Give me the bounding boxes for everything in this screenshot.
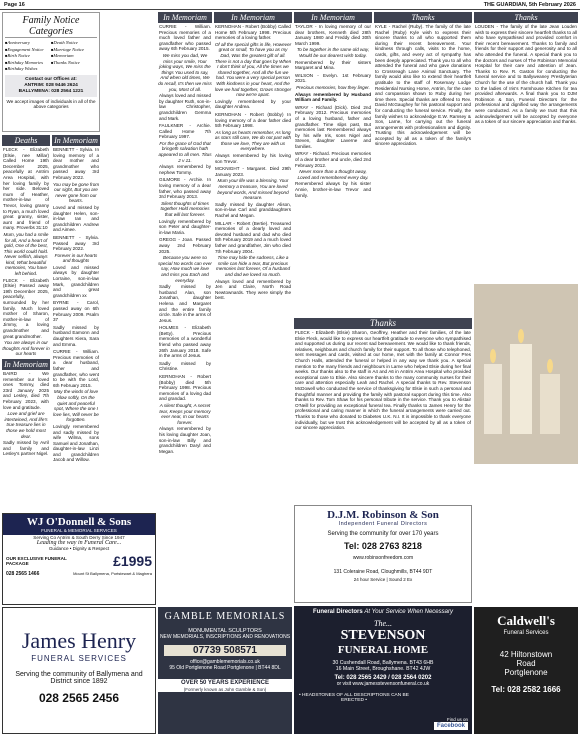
category-item: ■ Thanks Notice	[51, 60, 97, 67]
ad-email: office@gamblememorials.co.uk	[190, 659, 260, 665]
antrim-phone: 028 9446 2624	[45, 82, 78, 88]
memoriam-notice: WRAY - Richard. Precious memories of a dear brother and uncle, died 2nd February 2012.	[295, 151, 371, 168]
column-4	[214, 12, 292, 605]
memoriam-notice: Sadly missed by Christine.	[159, 360, 211, 372]
ad-address: 131 Coleraine Road, Cloughmills, BT44 9DT	[333, 569, 433, 575]
section-header-deaths: Deaths	[2, 135, 50, 146]
ad-line: NEW MEMORIALS, INSCRIPTIONS AND RENOVATIONS	[159, 634, 291, 640]
facebook-logo: Facebook	[434, 722, 468, 730]
memoriam-notice: KERNOHAN - Robert (Bobby) died 5th February 1998. Precious memories of a loving dad and grandad.	[159, 374, 211, 402]
category-item: ■ Birth Notice	[5, 53, 51, 60]
memoriam-notice: WRAY - Richard (Dick). Died 2nd February 2012. Precious memories of a loving husband, father and grandfather. Time slips past, But memories last Remembered always by his wife Iris, sons Nigel and Steven, daughter Laverne and families.	[295, 104, 371, 149]
ad-title: Caldwell's	[497, 613, 555, 628]
ad-website: or visit www.jamesstevensonfuneral.co.uk	[336, 681, 430, 687]
ad-phone: 028 2565 2456	[38, 691, 120, 705]
category-item: ■ Death Notice	[51, 40, 97, 47]
column-3	[158, 12, 212, 605]
contact-box	[5, 75, 97, 97]
ad-memorials: • HEADSTONES OF ALL DESCRIPTIONS CAN BE ERECTED •	[299, 693, 409, 703]
ad-phone: Tel: 028 2565 2429 / 028 2564 0202	[334, 675, 432, 681]
ad-phone: 028 2565 1466	[6, 571, 40, 577]
category-item: ■ Memoriam	[51, 53, 97, 60]
memoriam-notice: Sadly missed by husband Eamonn and daughters Kiera, Sara and Emma.	[53, 324, 99, 347]
ad-title: GAMBLE MEMORIALS	[164, 611, 286, 622]
column-7	[474, 12, 578, 605]
section-header-memoriam: In Memoriam	[52, 135, 100, 146]
thanks-notice: LOUDEN - The family of the late Jean Louden wish to express their sincere heartfelt thanks to all who have sympathised and provided comfort in their recent bereavement. Thanks to family and friends for their support and generosity and to all who attended the funeral. A special thank you to the doctors and nurses of The Robinson Memorial Hospital for their care and attention of Jean. Thanks to Rev. R. Gaston for conducting the funeral service and to Ballyweaney Presbyterian Church for the use of the church hall. Thank you to the ladies of Iris's Farmhouse Kitchen for tea provided afterwards. A final thank you to DJM Robinson & Son, Funeral Directors for the professional and dignified way the arrangements were conducted. As a family we trust that this acknowledgement will be accepted by everyone as a token of our sincere appreciation and thanks.	[475, 24, 577, 125]
category-item: ■ Anniversary	[5, 40, 51, 47]
memoriam-notice: HOLMES - Elizabeth (Betty). Precious memories of a wonderful friend who passed away 26th January 2018. Safe in the arms of Jesus.	[159, 325, 211, 359]
verse: Never more than a thought away, Loved and remembered every day.	[297, 169, 369, 180]
ad-title: WJ O'Donnell & Sons	[26, 516, 132, 528]
ad-line: Serving Co Antrim & South Derry Since 1947	[33, 535, 125, 540]
verse: Precious memories, how they linger.	[296, 84, 370, 90]
ad-guide: Guidance • Dignity & Respect	[48, 546, 110, 551]
section-header-thanks: Thanks	[294, 318, 472, 329]
thanks-notice: FLECK - Elizabeth (Elsie) Sharon, Geoffrey, Heather and their families, of the late Elsie Fleck, would like to express our heartfelt gratitude to everyone who sympathised and supported us during our recent sad bereavement. We would like to thank friends, relatives, neighbours and church family for their support. To all those who telephoned, sent messages and cards, visited at our home, met with the family at Connor Pres Church Halls, attended the funeral or helped in any way we thank you. A special mention to the many friends and neighbours in Larne who helped Elsie during her final weeks. Our thanks also to the staff in A4 and A6 in Antrim Area Hospital who provided exceptional care to Elsie. Also sincere thanks to the many community nurses for their care and attention especially Leah and Rachel. A special thanks to Rev. Stevenson McDowell who conducted the service of thanksgiving for Elsie in such a personal and thoughtful manner and providing the family with pastoral support during this time. Also thanks to Rev. Tom Shaw for his personal tribute in the service. Thank you to Alistair O'Neill for providing an exceptional funeral tea. Finally thanks to James Henry for the professional and caring manner in which the funeral arrangements were carried out. Thanks to those who donated to Diabetes U.K. N.I. It is impossible to thank everyone individually, but we trust this acknowledgement will be accepted by all as a token of our sincere appreciation.	[295, 330, 471, 431]
ad-line: Serving the community for over 170 years	[327, 531, 439, 537]
memoriam-notice: Sadly missed by husband Alan, son Jonathan, daughter Helena and Margaret and the entire family circle. Safe in the arms of Jesus.	[159, 284, 211, 323]
ballymena-phone: 028 2564 1221	[51, 88, 84, 94]
memoriam-notice: TAYLOR - In loving memory of our dear brothers, Kenneth died 28th January 1980 and Freddy died 30th March 1999.	[295, 24, 371, 46]
verse: Silent thoughts of times together Hold memories that will last forever.	[160, 200, 210, 217]
verse: Mum your life was a blessing, Your memory a treasure, You are loved beyond words, And missed beyond measure.	[217, 178, 289, 201]
ad-stevenson-funeral-home	[294, 606, 472, 734]
page-number: Page 16	[4, 2, 25, 8]
category-title: Family Notice Categories	[5, 15, 97, 38]
memoriam-notice: Always remembered by his loving son Trevor.	[215, 153, 291, 164]
memoriam-notice: Sadly missed by Avril and family and Lesley's partner Nigel.	[3, 440, 49, 457]
ad-experience: OVER 50 YEARS EXPERIENCE	[158, 679, 292, 687]
death-notice: FLECK - Elizabeth (Elsie) Passed away 19th December 2025, peacefully, surrounded by her family. Much loved mother of Sharon, mother-in-law of Jimmy, a loving grandmother and great grandmother.	[3, 277, 49, 339]
memoriam-notice: MCKNIGHT - Margaret. Died 29th January 2023.	[215, 166, 291, 177]
memoriam-notice: Remembered by their sisters Margaret and Mina.	[295, 59, 371, 71]
ad-website: www.robinsonfreedom.com	[352, 555, 414, 561]
ad-phone: Tel: 028 2763 8218	[344, 541, 422, 551]
ad-address: Mount St Ballymena, Portstewart & Maghera	[73, 571, 152, 576]
section-header-thanks: Thanks	[374, 12, 472, 23]
verse: You may be gone from our sight, But you are never gone from our hearts.	[52, 181, 100, 204]
candle-photo	[474, 284, 578, 464]
ad-title: STEVENSON	[340, 628, 426, 643]
ad-gamble-memorials	[158, 607, 292, 734]
memoriam-notice: BENNETT - Sylvia. Passed away 3rd February 2022.	[53, 234, 99, 252]
ad-phone: Tel: 028 2582 1666	[491, 685, 561, 694]
ad-subtitle: FUNERAL SERVICES	[31, 654, 127, 663]
ad-phone: 07739 508571	[164, 645, 286, 656]
memoriam-notice: MILLAR - Robert (Bertie). Treasured memories of a dearly loved and devoted husband and dad who died 5th February 2019 and a much loved father and grandfather, Jim who died 7th February 2004.	[215, 220, 291, 254]
contact-title: Contact our Offices at:	[25, 76, 77, 82]
section-header-memoriam: In Memoriam	[2, 359, 50, 370]
memoriam-notice: Always loved and remembered by Jen and Claire, North Road Newtownards. They were simply the best.	[215, 278, 291, 301]
ad-the: The...	[374, 619, 392, 628]
ad-address: Road	[516, 659, 536, 668]
ad-top: Funeral Directors	[313, 609, 363, 615]
ad-caldwells	[474, 607, 578, 734]
ad-note: 24 hour Service | Sound 2 Ex	[353, 577, 413, 582]
memoriam-notice: GREGG - Joan. Passed away 2nd February 2025.	[159, 237, 211, 254]
section-header-memoriam: In Memoriam	[214, 12, 292, 23]
category-list	[5, 40, 97, 73]
verse: Time may hide the sadness, Like a smile can hide a tear, But precious memories last forever, Of a husband and dad we loved so much.	[215, 255, 291, 277]
memoriam-notice: Sadly missed by daughter Alison, son-in-law Carl and granddaughters Rachel and Megan.	[215, 201, 291, 218]
memoriam-notice: BAIRD - We remember our loved ones Tommy, died 23rd January 2025 and Lesley, died 7th February 2023, with love and gratitude.	[3, 370, 49, 410]
memoriam-notice: Lovingly remembered by son Peter and daughter-in-law Maria.	[159, 218, 211, 235]
ad-address: 30 Cushendall Road, Ballymena. BT43 6HB	[332, 660, 434, 666]
category-item: ■ Marriage Notice	[51, 47, 97, 54]
memoriam-notice: Lovingly remembered by your daughter Andrea.	[215, 98, 291, 110]
memoriam-notice: Loved and missed always by daughter Lorraine, son-in-law Mark, grandchildren and great grandchildren xx	[53, 264, 99, 298]
ad-address: 16 Main Street, Broughshane. BT42 4JW	[335, 666, 431, 672]
memoriam-notice: Always remembered by his loving daughter Joan, son-in-law Billy and grandchildren Daryl and Megan.	[159, 426, 211, 454]
memoriam-notice: Always remembered by Husband William and Family.	[295, 91, 371, 103]
verse: As long as hearts remember, As long as stars still care, We do not part with those we love, They are with us everywhere.	[214, 129, 292, 152]
thanks-notice: KYLE - Rachel (Ruby). The family of the late Rachel (Ruby) Kyle wish to express their sincere thanks to all who supported them during their recent bereavement. Your kindness through calls, visits to the home, cards, gifts, and every act of sympathy has been deeply appreciated. Thank you to all who attended the funeral and who gave donations to Crossreagh Lane Animal Sanctuary. The family would also like to extend their heartfelt gratitude to the staff of Rosemary Lodge Residential Nursing Home, Antrim, for the care and compassion shown to Ruby during her time there. Special thanks are offered to Rev. David McGaughey for his pastoral support and for conducting the funeral service. Finally, the family wishes to acknowledge E.W. Ramsey & Son, Larne, for carrying out the funeral arrangements with professionalism and dignity. Trusting this acknowledgement will be accepted by all as a token of the family's sincere appreciation.	[375, 24, 471, 147]
ad-subtitle: Funeral Services	[503, 630, 549, 636]
ad-title: James Henry	[21, 628, 137, 653]
ad-djm-robinson	[294, 505, 472, 603]
antrim-label: ANTRIM:	[24, 82, 45, 88]
category-item: ■ Engagement Notice	[5, 47, 51, 54]
verse: We miss you dad, We miss your smile, Your joking ways, We miss the things You used to say, And when old times, We do recall, It's then we miss you, Most of all.	[158, 52, 212, 92]
verse: To be together in the same old way, Would be our dearest wish today.	[296, 47, 370, 58]
memoriam-notice: CURRIE - William. Precious memories of a dear husband, father and grandfather, who went to be with the Lord, 6th February 2015.	[53, 349, 99, 388]
paper-date: THE GUARDIAN, 5th February 2026	[483, 2, 576, 8]
ad-james-henry	[2, 607, 156, 734]
ad-formerly: (Formerly known as John Gamble & Son)	[158, 687, 292, 692]
memoriam-notice: Always remembered by nephew Tommy.	[159, 164, 211, 175]
ad-address: 95 Old Portglenone Road Portglenone | BT44 8DL	[169, 665, 281, 671]
column-1	[2, 12, 100, 512]
memoriam-notice: Lovingly remembered and sadly missed by wife Wilma, sons Samuel and Jonathan, daughter-in-law Linzi and grandchildren Jacob and Willow.	[53, 423, 99, 463]
memoriam-notice: Loved and missed by daughter Helen, son-in-law Ian and grandchildren Andrew and Aimee.	[53, 204, 99, 233]
category-item: ■ Birthday Memories	[5, 60, 51, 67]
category-note: We accept images of individuals in all of the above categories	[6, 98, 96, 109]
column-5	[294, 12, 372, 312]
memoriam-notice: BENNETT - Sylvia. In loving memory of a dear mother and grandmother who passed away 3rd February 2022.	[53, 147, 99, 180]
verse: You are always in our thoughts And forever in our hearts	[2, 340, 50, 357]
verse: For the grace of God that bringeth salvation hath appeared to all men. Titus 2 v 11.	[158, 140, 212, 163]
thanks-wide	[294, 318, 472, 503]
ad-price: £1995	[113, 553, 152, 569]
category-box	[2, 12, 100, 132]
ad-subtitle: Independent Funeral Directors	[338, 521, 428, 527]
verse: A silent thought, A secret tear, Keeps your memory ever near, In our hearts forever.	[159, 403, 211, 425]
verse: Because you were so special No words can ever say, How much we love and miss you Each and everyday.	[158, 255, 212, 283]
ad-subtitle: FUNERAL & MEMORIAL SERVICES	[41, 528, 117, 533]
ballymena-label: BALLYMENA:	[18, 88, 50, 94]
verse: Of all the special gifts in life, However great or small, To have you as my Dad, Was the greatest gift of all. There is not a day that goes by When I don't think of you, All the times we shared together, And all the fun we had. You were a very special person With kindness in your heart, And the love we had together, Grows stronger now we're apart.	[214, 41, 292, 98]
memoriam-notice: FAULKNER - Archie. Called Home 7th February 1997.	[159, 123, 211, 140]
verse: Love and grief are intertwined, And life's true treasure lies in those we hold most dear.	[4, 411, 48, 439]
page-header	[0, 0, 580, 10]
ad-tagline: Leading the way in Funeral Care...	[36, 540, 122, 546]
memoriam-notice: KERNOHAN - Robert (Bobby) Called Home 5th February 1998. Precious memories of a loving father.	[215, 24, 291, 41]
ad-top-sub: At Your Service When Necessary	[364, 609, 453, 615]
memoriam-notice: GILMORE - Archie. In loving memory of a dear father, who passed away 3rd February 2013.	[159, 177, 211, 200]
section-header-memoriam: In Memoriam	[158, 12, 212, 23]
ad-line: Serving the community of Ballymena and District since 1892	[15, 671, 143, 685]
memoriam-notice: BYRNE - Carol, passed away on 6th February 2009. Psalm 37	[53, 300, 99, 323]
ad-line: MONUMENTAL SCULPTORS	[188, 628, 262, 634]
ad-package: OUR EXCLUSIVE FUNERAL PACKAGE	[6, 556, 67, 566]
ad-subtitle: FUNERAL HOME	[337, 644, 429, 656]
verse: Mum, you had a smile for all, And a heart of gold, One of the best, This world could hold. Never selfish, always kind, What beautiful memories, You have left behind.	[3, 231, 49, 277]
verse: May the winds of love blow softly, On the quiet and peaceful spot, Where the one I love lies, Will never be forgotten.	[53, 389, 99, 423]
column-6	[374, 12, 472, 312]
ad-address: Portglenone	[504, 668, 548, 677]
category-item: ■ Birthday Wishes	[5, 66, 51, 73]
section-header-thanks: Thanks	[474, 12, 578, 23]
memoriam-notice: WILSON - Evelyn. 1st February 2021.	[295, 72, 371, 84]
ad-address: 42 Hiltonstown	[499, 650, 553, 659]
ad-find-us: Find us on	[446, 717, 468, 722]
memoriam-notice: CURRIE - William. Precious memories of a much loved father and grandfather who passed away 6th February 2015.	[159, 24, 211, 52]
section-header-memoriam: In Memoriam	[294, 12, 372, 23]
verse: Forever in our hearts and thoughts	[54, 252, 98, 264]
death-notice: FLECK - Elizabeth (Elsie, nee Millar) Called Home 19th December 2025, peacefully at Antrim Area Hospital, with her loving family by her side. Beloved mum of Heather, mother-in-law of Trevor, loving granny to Ryan, a much loved great granny, sister, aunt and friend of many. Proverbs 31:10	[3, 147, 49, 231]
memoriam-notice: Always loved and missed by daughter Ruth, son-in-law Christopher, grandchildren Gemma and Mark.	[159, 93, 211, 121]
ad-wj-odonnell	[2, 513, 156, 605]
memoriam-notice: KERNOHAN - Robert (Bobby) In loving memory of a dear father died 5th February 1998.	[215, 111, 291, 129]
memoriam-notice: Remembered always by his sister Annie, brother-in-law Trevor and family.	[295, 181, 371, 198]
ad-title: D.J.M. Robinson & Son	[327, 509, 439, 521]
